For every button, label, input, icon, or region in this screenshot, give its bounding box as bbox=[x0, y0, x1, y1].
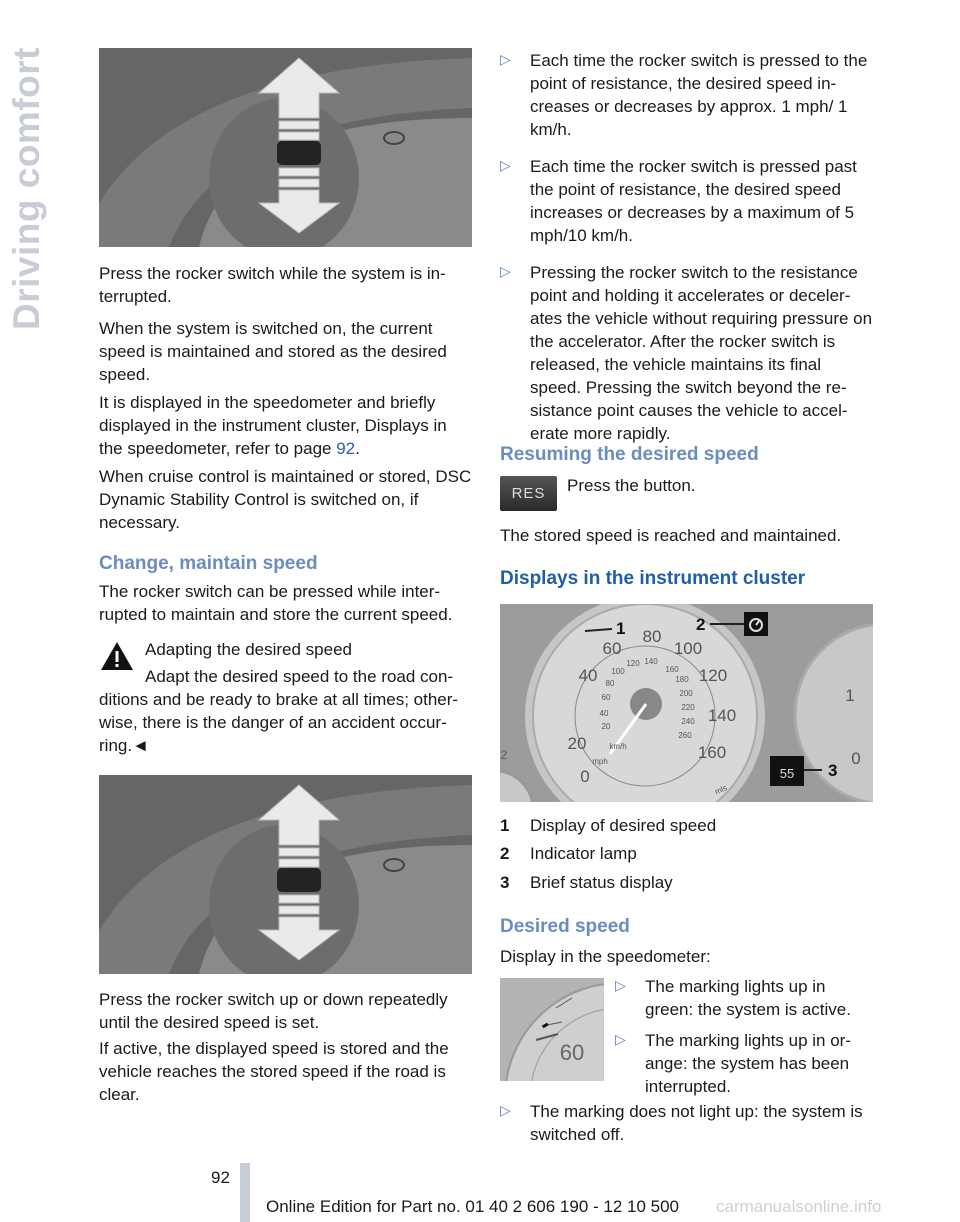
speed-tick-40: 40 bbox=[578, 666, 598, 685]
speed-tick-160: 160 bbox=[697, 743, 727, 762]
paragraph-press-repeatedly: Press the rocker switch up or down repeatedly until the desired speed is set. bbox=[99, 990, 448, 1032]
warning-title: Adapting the desired speed bbox=[145, 640, 352, 659]
svg-text:140: 140 bbox=[644, 657, 658, 666]
gauge-tick-1: 1 bbox=[845, 686, 855, 705]
heading-change-maintain: Change, maintain speed bbox=[99, 553, 318, 574]
svg-text:km/h: km/h bbox=[609, 742, 627, 751]
svg-text:60: 60 bbox=[601, 693, 611, 702]
svg-text:160: 160 bbox=[665, 665, 679, 674]
callout-3: 3 bbox=[828, 761, 838, 780]
svg-text:260: 260 bbox=[678, 731, 692, 740]
svg-text:120: 120 bbox=[626, 659, 640, 668]
paragraph-switched-on: When the system is switched on, the current speed is maintained and stored as the desired speed. bbox=[99, 319, 447, 384]
svg-text:40: 40 bbox=[599, 709, 609, 718]
bullet-item: ▷ The marking does not light up: the system is switched off. bbox=[500, 1102, 863, 1144]
legend-item: 2 Indicator lamp bbox=[500, 844, 637, 863]
res-button-label: RES bbox=[511, 485, 546, 502]
svg-text:55: 55 bbox=[779, 766, 795, 781]
bullet-item: ▷ Pressing the rocker switch to the resistance point and holding it accelerates or deceler-ates the vehicle without requiring pressure on the accelerator. After the rocker switch is released, the vehicle maintains its final speed. Pressing the switch beyond the re-sistance point causes the vehicle to accel-erate more rapidly. bbox=[500, 263, 873, 443]
bullet-triangle-icon: ▷ bbox=[500, 51, 511, 67]
svg-text:100: 100 bbox=[611, 667, 625, 676]
svg-text:220: 220 bbox=[681, 703, 695, 712]
footer-divider bbox=[240, 1163, 250, 1222]
page-link[interactable]: 92 bbox=[336, 439, 356, 458]
speedo-detail-value: 60 bbox=[559, 1040, 585, 1065]
stored-speed-text: The stored speed is reached and maintained. bbox=[500, 526, 842, 545]
edition-text: Online Edition for Part no. 01 40 2 606 190 - 12 10 500 bbox=[266, 1197, 680, 1216]
speed-tick-100: 100 bbox=[673, 639, 703, 658]
callout-1: 1 bbox=[616, 619, 626, 638]
warning-body-rest: ditions and be ready to brake at all times; other-wise, there is the danger of an accident occur-ring.◄ bbox=[99, 690, 459, 755]
svg-text:180: 180 bbox=[675, 675, 689, 684]
bullet-triangle-icon: ▷ bbox=[500, 1102, 511, 1118]
speed-tick-140: 140 bbox=[707, 706, 737, 725]
speed-tick-20: 20 bbox=[567, 734, 587, 753]
press-button-text: Press the button. bbox=[567, 476, 696, 495]
bullet-item: ▷ Each time the rocker switch is pressed to the point of resistance, the desired speed in-creases or decreases by approx. 1 mph/ 1 km/h. bbox=[500, 51, 868, 139]
display-in-speedometer: Display in the speedometer: bbox=[500, 947, 711, 966]
svg-text:mph: mph bbox=[592, 757, 608, 766]
speed-tick-80: 80 bbox=[642, 627, 662, 646]
legend-item: 1 Display of desired speed bbox=[500, 816, 717, 835]
speedometer-detail-photo bbox=[500, 978, 604, 1081]
svg-text:200: 200 bbox=[679, 689, 693, 698]
bullet-item: ▷ Each time the rocker switch is pressed past the point of resistance, the desired speed increases or decreases by a maximum of 5 mph/10 km/h. bbox=[500, 157, 857, 245]
bullet-item: ▷ The marking lights up in or-ange: the system has been interrupted. bbox=[615, 1031, 851, 1096]
svg-text:80: 80 bbox=[605, 679, 615, 688]
bullet-item: ▷ The marking lights up in green: the system is active. bbox=[615, 977, 851, 1019]
page-number: 92 bbox=[211, 1168, 230, 1187]
heading-desired-speed: Desired speed bbox=[500, 916, 630, 937]
callout-2: 2 bbox=[696, 615, 706, 634]
paragraph-rocker-interrupted: The rocker switch can be pressed while inter-rupted to maintain and store the current speed. bbox=[99, 582, 453, 624]
paragraph-if-active: If active, the displayed speed is stored and the vehicle reaches the stored speed if the road is clear. bbox=[99, 1039, 449, 1104]
svg-text:mls: mls bbox=[713, 783, 729, 797]
instrument-cluster-photo bbox=[500, 604, 873, 802]
speed-tick-120: 120 bbox=[698, 666, 728, 685]
speed-tick-60: 60 bbox=[602, 639, 622, 658]
svg-text:240: 240 bbox=[681, 717, 695, 726]
gauge-tick-2: 2 bbox=[500, 748, 508, 762]
warning-icon bbox=[99, 640, 135, 672]
res-button bbox=[500, 476, 557, 511]
warning-body-first: Adapt the desired speed to the road con- bbox=[145, 667, 454, 686]
section-title: Driving comfort bbox=[6, 47, 47, 330]
paragraph-interrupted: Press the rocker switch while the system is in-terrupted. bbox=[99, 264, 446, 306]
heading-displays: Displays in the instrument cluster bbox=[500, 568, 806, 589]
heading-resume: Resuming the desired speed bbox=[500, 444, 759, 465]
svg-text:20: 20 bbox=[601, 722, 611, 731]
speed-tick-0: 0 bbox=[580, 767, 590, 786]
paragraph-dsc: When cruise control is maintained or stored, DSC Dynamic Stability Control is switched on, if necessary. bbox=[99, 467, 472, 532]
bullet-triangle-icon: ▷ bbox=[615, 977, 626, 993]
watermark: carmanualsonline.info bbox=[716, 1197, 882, 1216]
bullet-triangle-icon: ▷ bbox=[615, 1031, 626, 1047]
paragraph-displayed: It is displayed in the speedometer and briefly displayed in the instrument cluster, Displays in the speedometer, refer to page 92. bbox=[99, 393, 447, 458]
bullet-triangle-icon: ▷ bbox=[500, 263, 511, 279]
legend-item: 3 Brief status display bbox=[500, 873, 673, 892]
gauge-tick-0: 0 bbox=[851, 749, 861, 768]
steering-wheel-photo-2 bbox=[99, 775, 472, 974]
section-sidebar bbox=[0, 40, 58, 340]
bullet-triangle-icon: ▷ bbox=[500, 157, 511, 173]
steering-wheel-photo-1 bbox=[99, 48, 472, 247]
